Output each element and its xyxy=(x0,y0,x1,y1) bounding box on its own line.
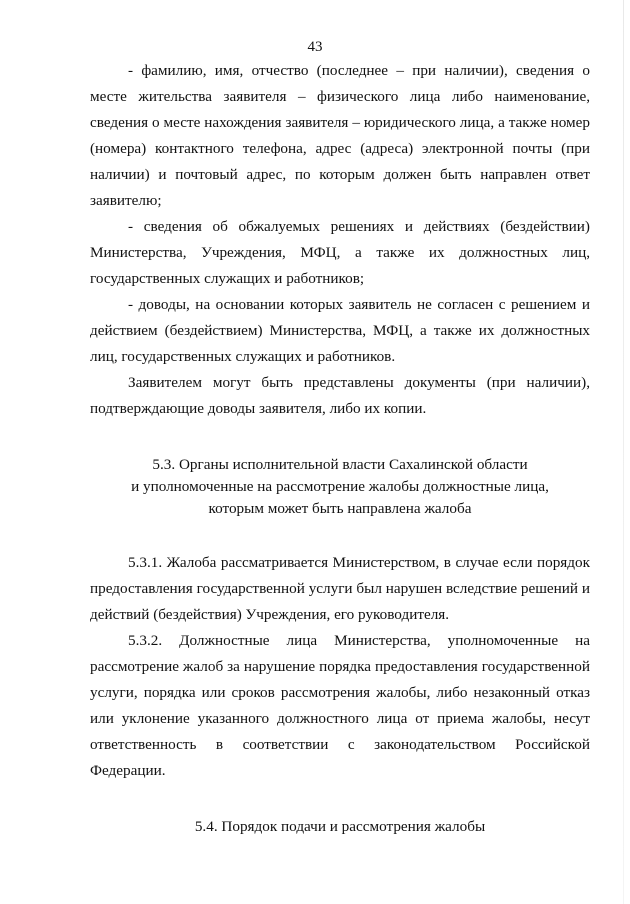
section-heading-5-3-line2: и уполномоченные на рассмотрение жалобы должностные лица, xyxy=(131,478,549,495)
paragraph-documents: Заявителем могут быть представлены документы (при наличии), подтверждающие доводы заявителя, либо их копии. xyxy=(90,374,590,417)
paragraph-appealed-decisions: - сведения об обжалуемых решениях и действиях (бездействии) Министерства, Учреждения, МФЦ, а также их должностных лиц, государственных служащих и работников; xyxy=(90,218,590,287)
section-heading-5-3 xyxy=(90,454,590,520)
document-body xyxy=(90,58,590,838)
scan-edge xyxy=(623,0,624,904)
paragraph-5-3-2: 5.3.2. Должностные лица Министерства, уполномоченные на рассмотрение жалоб за нарушение порядка предоставления государственной услуги, порядка или сроков рассмотрения жалобы, либо незаконный отказ или уклонение указанного должностного лица от приема жалобы, несут ответственность в соответствии с законодательством Российской Федерации. xyxy=(90,632,590,779)
paragraph-5-3-1: 5.3.1. Жалоба рассматривается Министерством, в случае если порядок предоставления государственной услуги был нарушен вследствие решений и действий (бездействия) Учреждения, его руководителя. xyxy=(90,554,590,623)
section-heading-5-3-line3: которым может быть направлена жалоба xyxy=(208,500,472,517)
section-heading-5-4: 5.4. Порядок подачи и рассмотрения жалобы xyxy=(194,818,486,835)
page-number: 43 xyxy=(307,39,323,55)
paragraph-arguments: - доводы, на основании которых заявитель не согласен с решением и действием (бездействием) Министерства, МФЦ, а также их должностных лиц, государственных служащих и работников. xyxy=(90,296,590,365)
paragraph-applicant-details: - фамилию, имя, отчество (последнее – при наличии), сведения о месте жительства заявителя – физического лица либо наименование, сведения о месте нахождения заявителя – юридического лица, а также номер (номера) контактного телефона, адрес (адреса) электронной почты (при наличии) и почтовый адрес, по которым должен быть направлен ответ заявителю; xyxy=(90,62,590,209)
section-heading-5-3-line1: 5.3. Органы исполнительной власти Сахалинской области xyxy=(152,456,528,473)
